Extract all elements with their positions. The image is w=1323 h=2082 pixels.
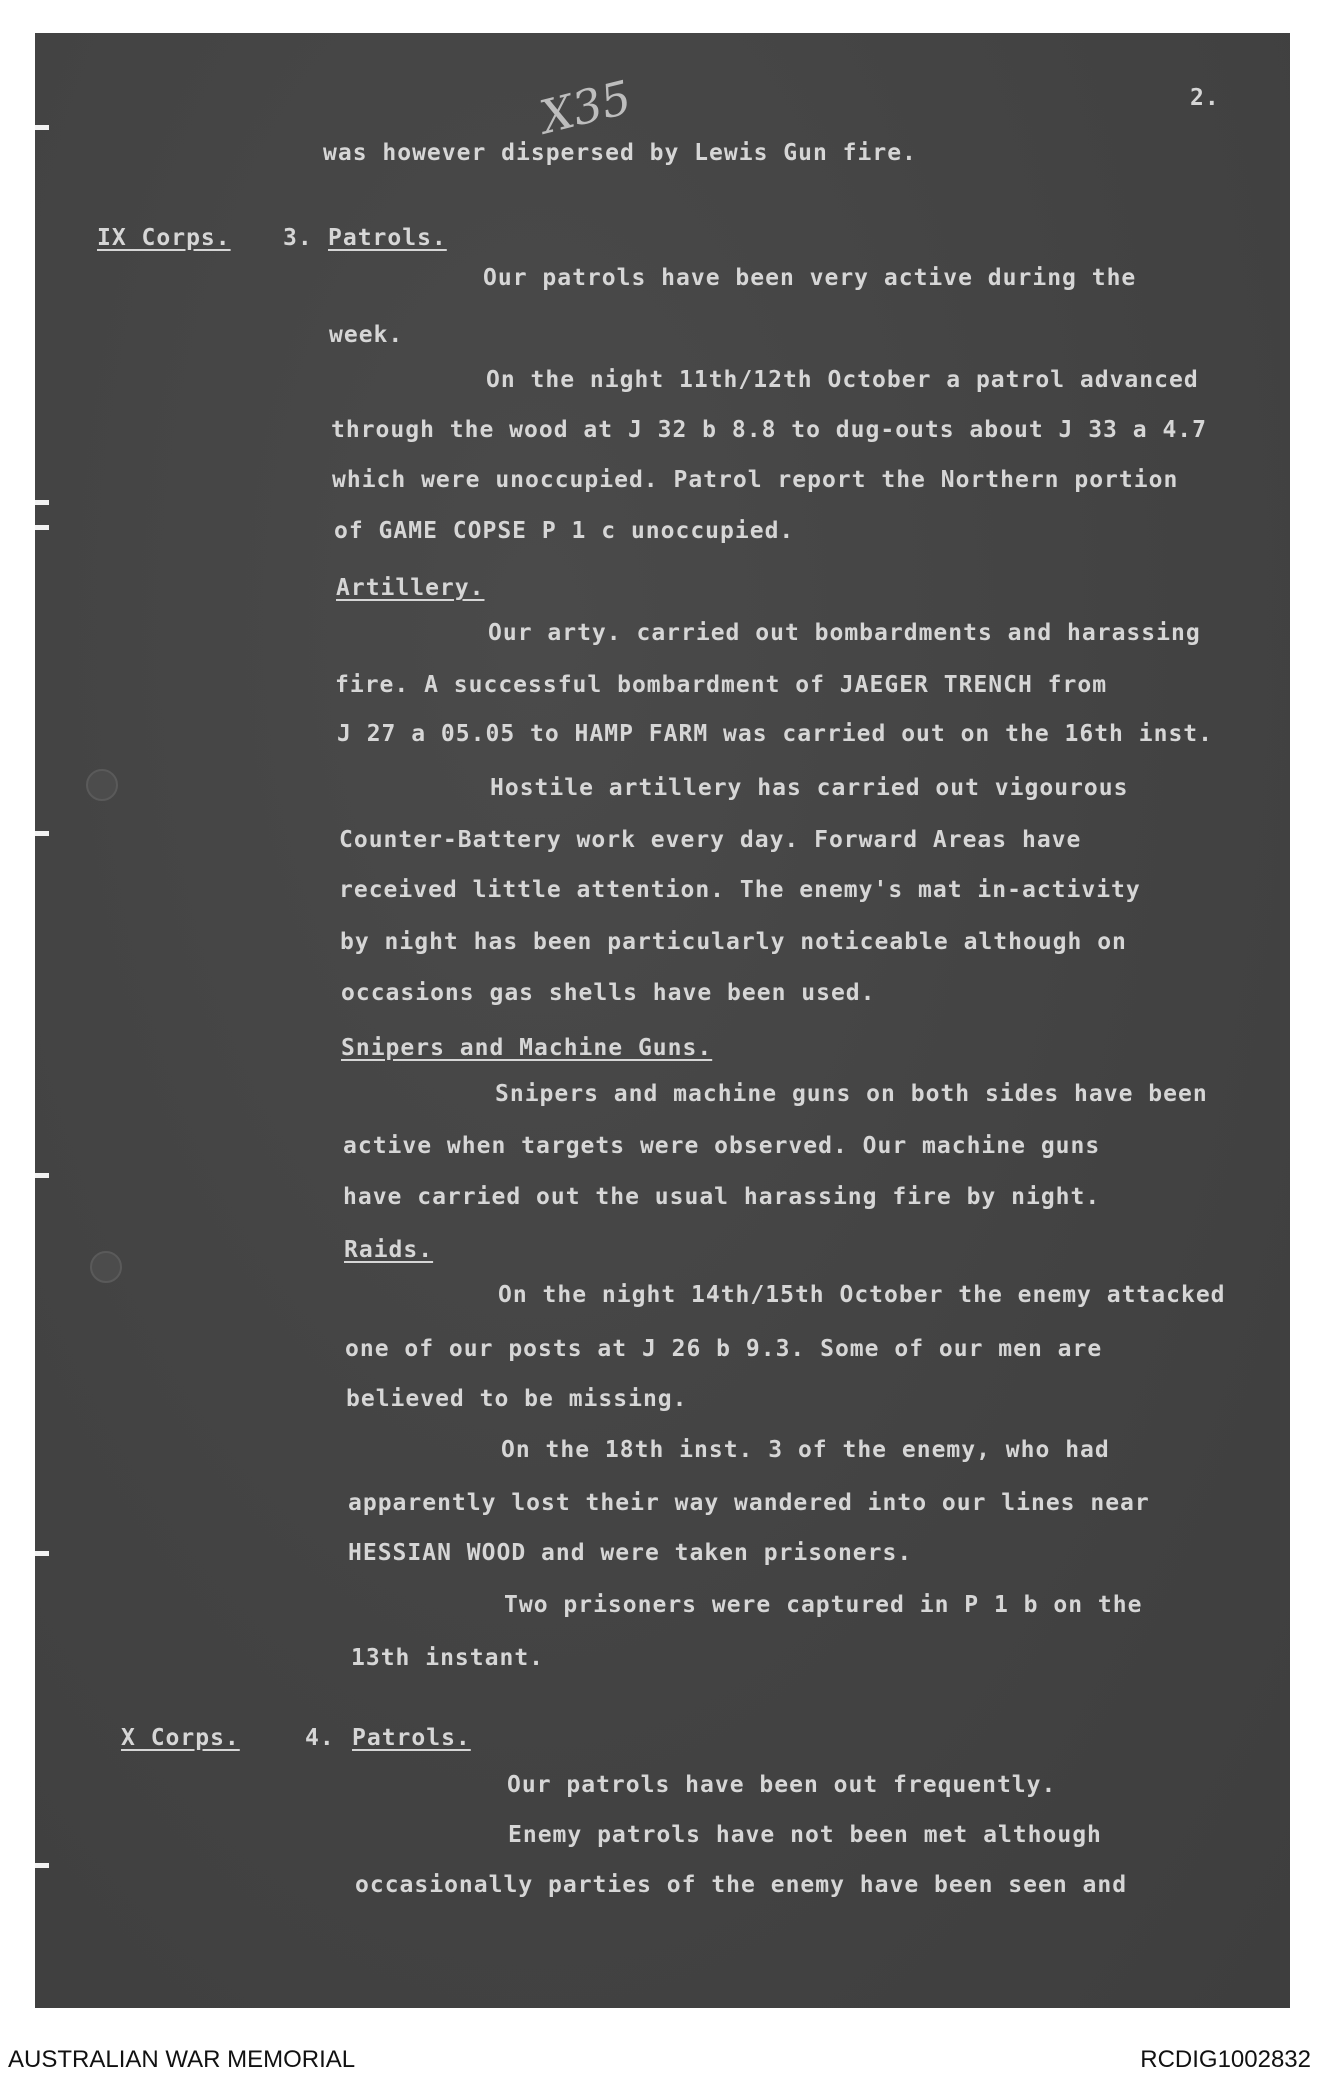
text-line: of GAME COPSE P 1 c unoccupied. (334, 518, 795, 544)
text-line: 4. (305, 1725, 335, 1751)
text-line: week. (329, 322, 404, 348)
handwritten-annotation: X35 (534, 69, 637, 145)
text-line: Our arty. carried out bombardments and harassing (488, 620, 1201, 646)
text-line: Our patrols have been very active during the (483, 265, 1137, 291)
page-edge-mark (35, 500, 49, 505)
punch-hole (86, 769, 118, 801)
text-line: J 27 a 05.05 to HAMP FARM was carried out on the 16th inst. (337, 721, 1213, 747)
page-edge-mark (35, 125, 49, 130)
section-heading: Patrols. (328, 225, 447, 251)
footer-right: RCDIG1002832 (1140, 2046, 1311, 2073)
text-line: On the night 14th/15th October the enemy attacked (498, 1282, 1226, 1308)
section-heading: Raids. (344, 1237, 434, 1263)
text-line: Two prisoners were captured in P 1 b on the (504, 1592, 1143, 1618)
text-line: one of our posts at J 26 b 9.3. Some of our men are (345, 1336, 1103, 1362)
text-line: On the 18th inst. 3 of the enemy, who had (501, 1437, 1110, 1463)
text-line: fire. A successful bombardment of JAEGER TRENCH from (335, 672, 1108, 698)
text-line: Enemy patrols have not been met although (508, 1822, 1102, 1848)
page-edge-mark (35, 1551, 49, 1556)
text-line: Hostile artillery has carried out vigourous (490, 775, 1129, 801)
text-line: HESSIAN WOOD and were taken prisoners. (348, 1540, 913, 1566)
text-line: active when targets were observed. Our machine guns (343, 1133, 1101, 1159)
punch-hole (90, 1251, 122, 1283)
text-line: occasionally parties of the enemy have been seen and (355, 1872, 1128, 1898)
document-page (35, 33, 1290, 2008)
text-line: through the wood at J 32 b 8.8 to dug-outs about J 33 a 4.7 (331, 417, 1207, 443)
text-line: 13th instant. (351, 1645, 545, 1671)
page-edge-mark (35, 1173, 49, 1178)
section-heading: IX Corps. (97, 225, 231, 251)
text-line: Counter-Battery work every day. Forward Areas have (339, 827, 1082, 853)
text-line: occasions gas shells have been used. (341, 980, 876, 1006)
page-edge-mark (35, 1863, 49, 1868)
text-line: Snipers and machine guns on both sides have been (495, 1081, 1208, 1107)
section-heading: Snipers and Machine Guns. (341, 1035, 713, 1061)
footer-left: AUSTRALIAN WAR MEMORIAL (8, 2046, 356, 2073)
text-line: 3. (283, 225, 313, 251)
text-line: believed to be missing. (346, 1386, 688, 1412)
page-edge-mark (35, 525, 49, 530)
section-heading: Patrols. (352, 1725, 471, 1751)
text-line: which were unoccupied. Patrol report the Northern portion (332, 467, 1179, 493)
text-line: Our patrols have been out frequently. (507, 1772, 1057, 1798)
text-line: was however dispersed by Lewis Gun fire. (323, 140, 917, 166)
text-line: On the night 11th/12th October a patrol advanced (486, 367, 1199, 393)
text-line: received little attention. The enemy's mat in-activity (339, 877, 1141, 903)
text-line: by night has been particularly noticeable although on (340, 929, 1127, 955)
page-number: 2. (1190, 85, 1220, 111)
text-line: apparently lost their way wandered into our lines near (348, 1490, 1150, 1516)
section-heading: X Corps. (121, 1725, 240, 1751)
section-heading: Artillery. (336, 575, 485, 601)
text-line: have carried out the usual harassing fire by night. (343, 1184, 1101, 1210)
page-edge-mark (35, 831, 49, 836)
